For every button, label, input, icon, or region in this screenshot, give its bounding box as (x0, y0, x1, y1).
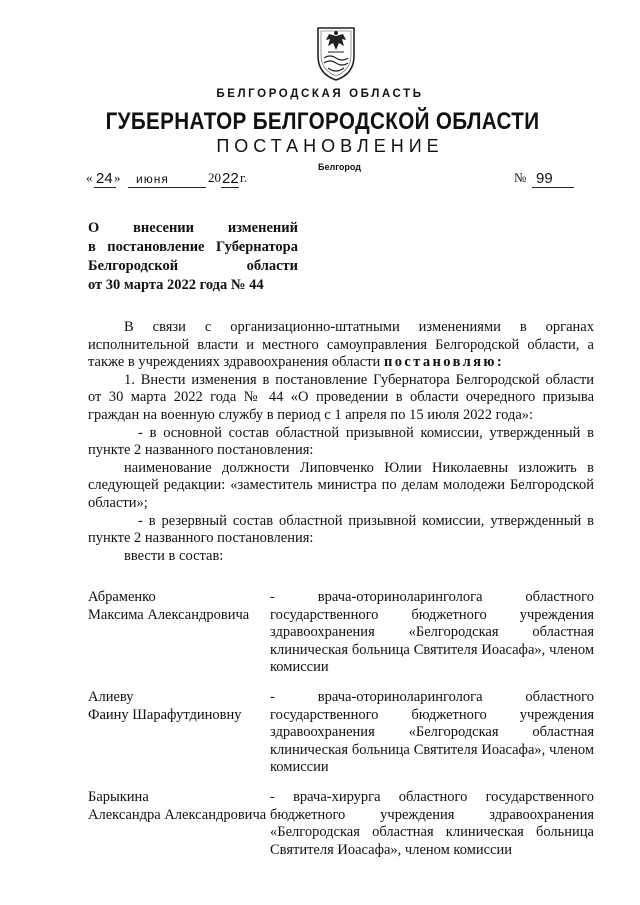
decree-subject (88, 219, 298, 295)
date-month: июня (136, 172, 169, 186)
subject-line-3: Белгородской области (88, 258, 298, 274)
introduce-paragraph: ввести в состав: (124, 547, 224, 564)
date-open-quote: « (86, 170, 93, 185)
date-close-quote: » (114, 170, 121, 185)
subject-line-2: в постановление Губернатора (88, 239, 298, 255)
date-year-suffix: 22 (222, 170, 239, 187)
member-name: Алиеву Фаину Шарафутдиновну (88, 689, 242, 723)
member-row (88, 689, 594, 777)
decree-number: 99 (536, 170, 553, 187)
member-name: Абраменко Максима Александровича (88, 589, 250, 623)
city-label: Белгород (318, 162, 361, 172)
main-composition-paragraph: - в основной состав областной призывной комиссии, утвержденный в пункте 2 названного постановления: (88, 424, 594, 459)
member-row (88, 789, 594, 859)
subject-line-4: от 30 марта 2022 года № 44 (88, 277, 264, 293)
document-type: ПОСТАНОВЛЕНИЕ (216, 136, 444, 156)
number-underline (532, 187, 574, 188)
resolution-word: постановляю: (383, 354, 505, 371)
decree-body (88, 319, 594, 565)
number-label: № (514, 170, 527, 185)
coat-of-arms-emblem (314, 22, 358, 82)
date-year-unit: г. (240, 170, 248, 185)
month-underline (128, 187, 206, 188)
member-description: - врача-хирурга областного государственного бюджетного учреждения здравоохранения «Белгородская областная клиническая больница Святителя Иоасафа», членом комиссии (270, 789, 594, 858)
date-year-prefix: 20 (208, 170, 221, 185)
member-name: Барыкина Александра Александровича (88, 789, 267, 823)
position-rename-paragraph: наименование должности Липовченко Юлии Николаевны изложить в следующей редакции: «заместитель министра по делам молодежи Белгородской области»; (88, 459, 594, 511)
governor-title: ГУБЕРНАТОР БЕЛГОРОДСКОЙ ОБЛАСТИ (105, 108, 540, 135)
subject-line-1: О внесении изменений (88, 220, 298, 236)
date-day: 24 (96, 170, 113, 187)
member-row (88, 589, 594, 677)
member-description: - врача-оториноларинголога областного государственного бюджетного учреждения здравоохранения «Белгородская областная клиническая больница Святителя Иоасафа», членом комиссии (270, 689, 594, 776)
preamble-paragraph: В связи с организационно-штатными изменениями в органах исполнительной власти и местного самоуправления Белгородской области, а также в учреждениях здравоохранения области постановляю: (88, 319, 594, 371)
region-heading: БЕЛГОРОДСКАЯ ОБЛАСТЬ (216, 88, 424, 100)
clause-1-paragraph: 1. Внести изменения в постановление Губернатора Белгородской области от 30 марта 2022 года № 44 «О проведении в области очередного призыва граждан на военную службу в период с 1 апреля по 15 июля 2022 года»: (88, 371, 594, 423)
day-underline (94, 187, 116, 188)
reserve-composition-paragraph: - в резервный состав областной призывной комиссии, утвержденный в пункте 2 названного постановления: (88, 512, 594, 547)
year-underline (221, 187, 239, 188)
member-description: - врача-оториноларинголога областного государственного бюджетного учреждения здравоохранения «Белгородская областная клиническая больница Святителя Иоасафа», членом комиссии (270, 589, 594, 676)
